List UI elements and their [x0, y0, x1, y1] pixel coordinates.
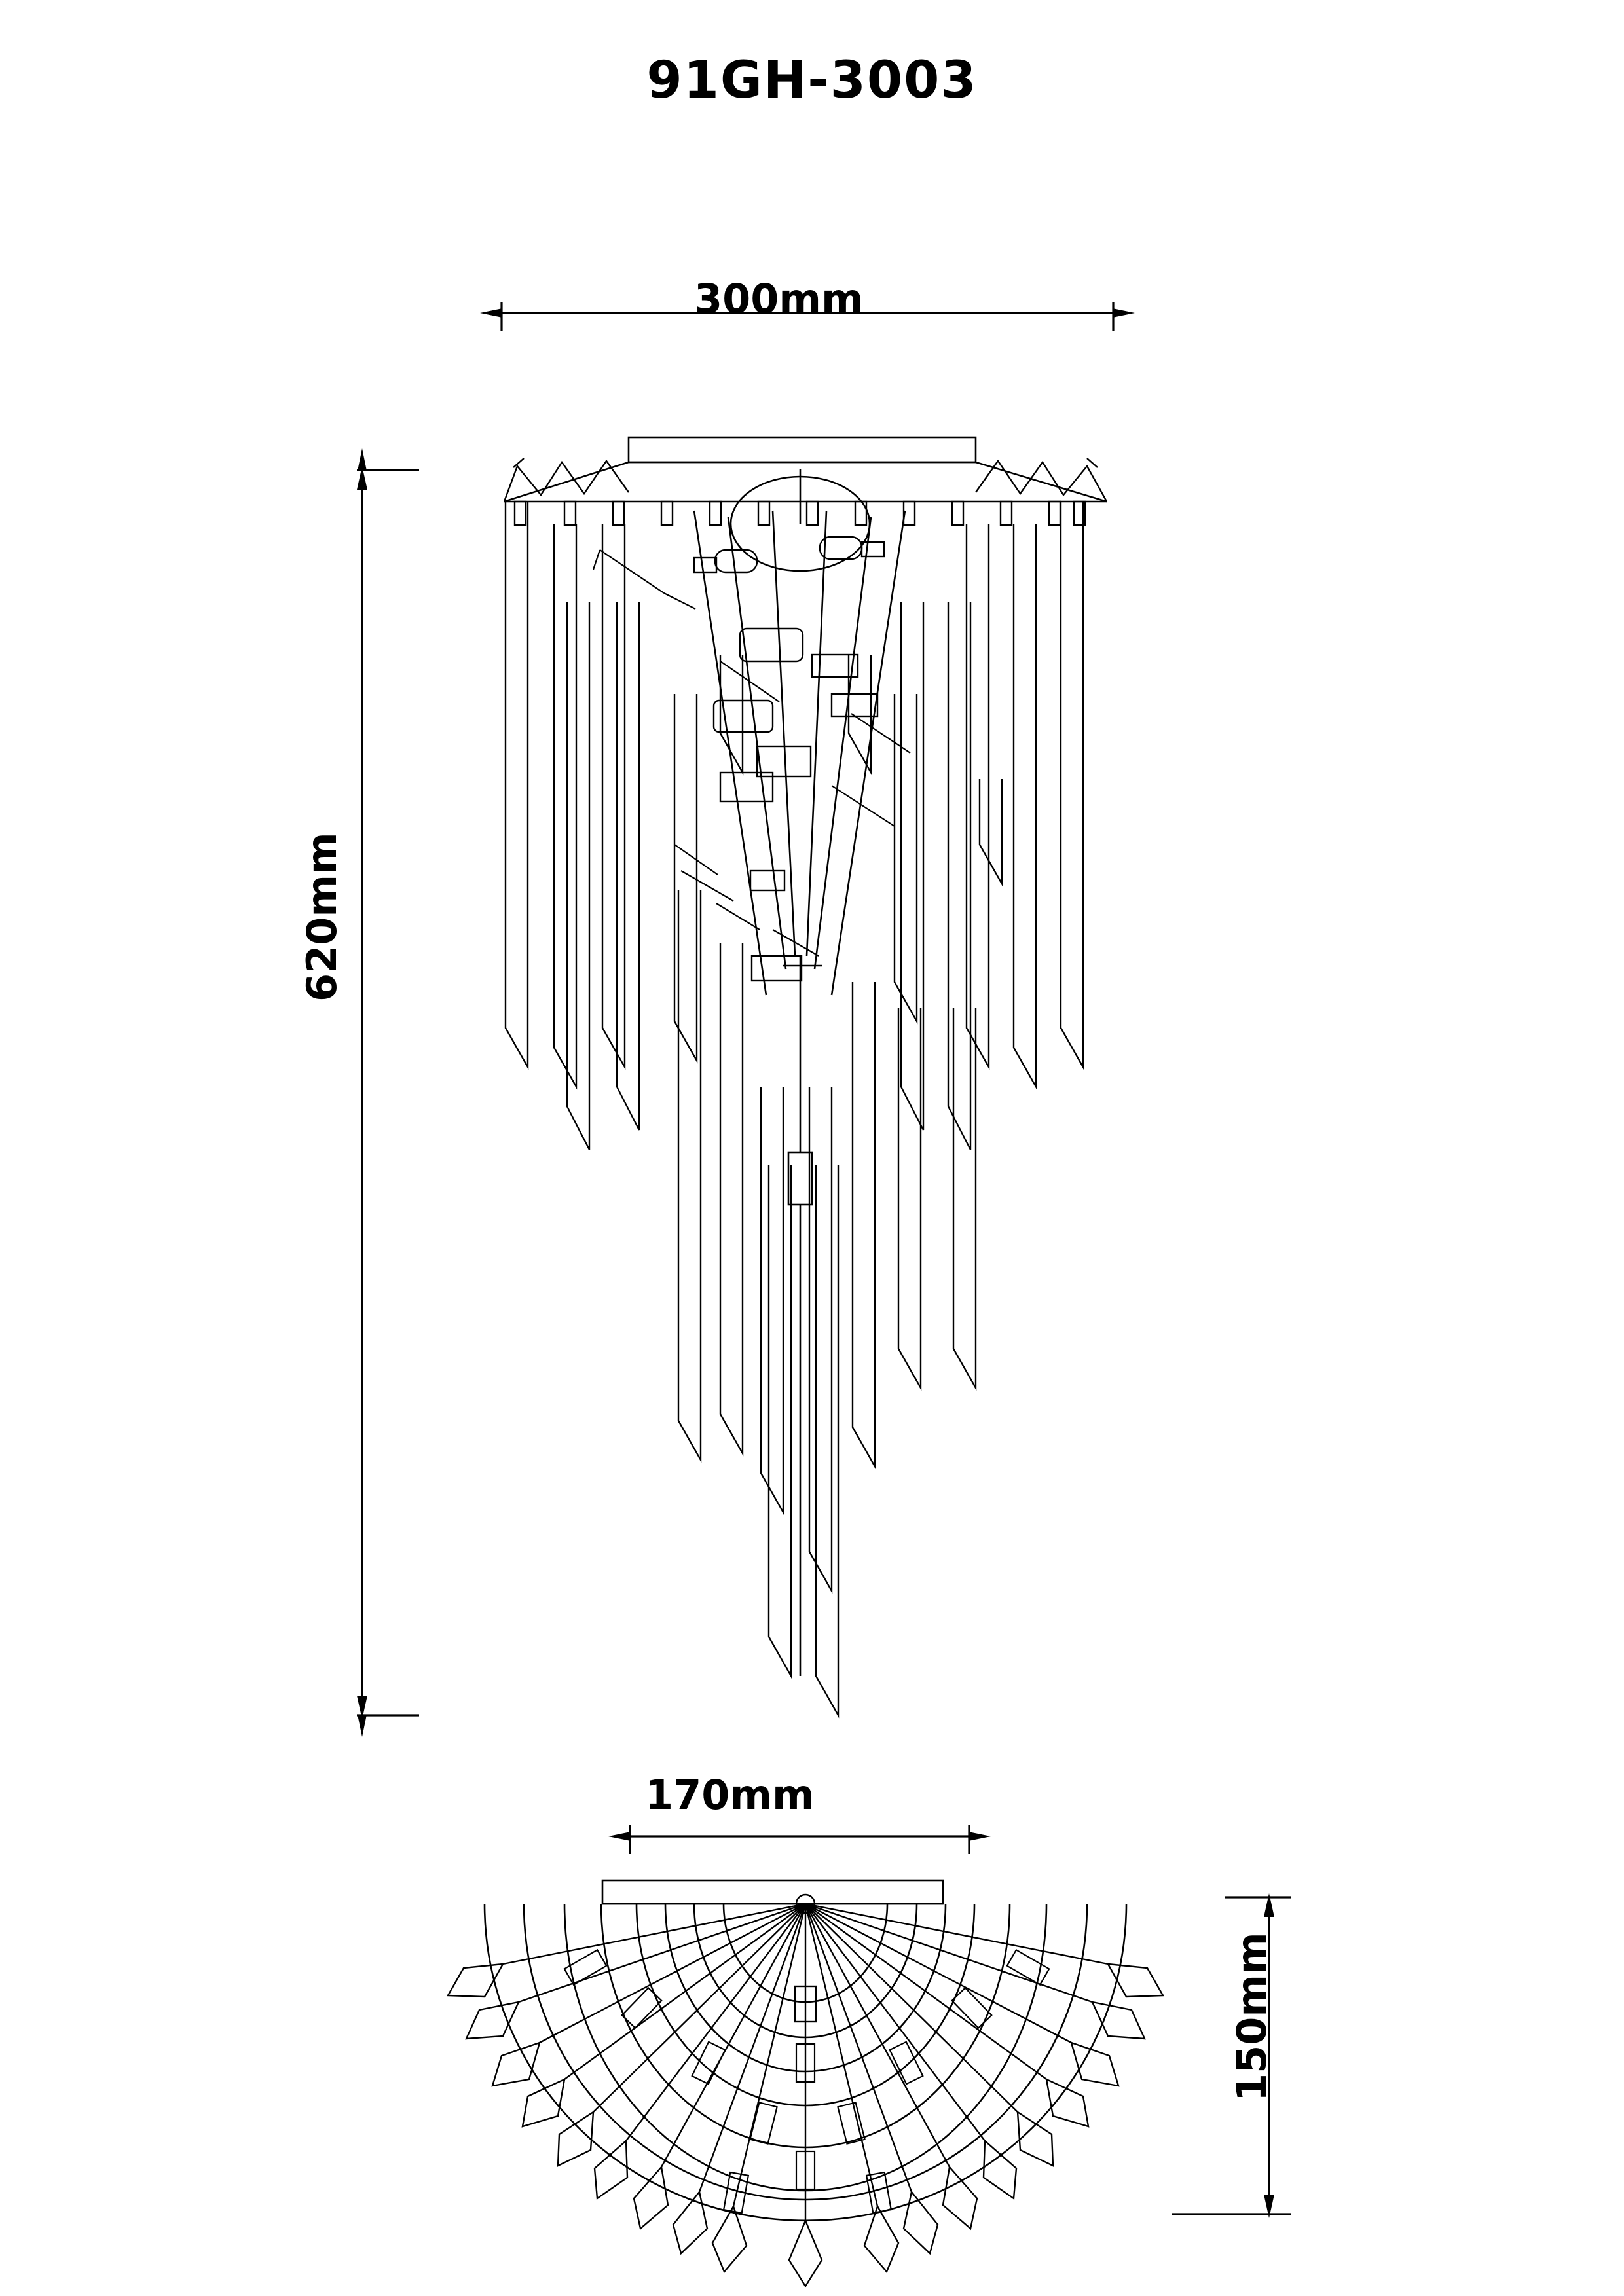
page-title: 91GH-3003 [646, 51, 978, 110]
dimension-label-overall-width: 300mm [694, 275, 864, 323]
bottom-plan-view [448, 1880, 1163, 2286]
dimension-label-canopy-width: 170mm [645, 1771, 815, 1819]
dimension-label-bottom-view-height: 150mm [1228, 1932, 1276, 2102]
front-elevation-view [504, 437, 1107, 1715]
dimension-label-overall-height: 620mm [298, 832, 346, 1002]
dimension-lines [357, 302, 1291, 2218]
